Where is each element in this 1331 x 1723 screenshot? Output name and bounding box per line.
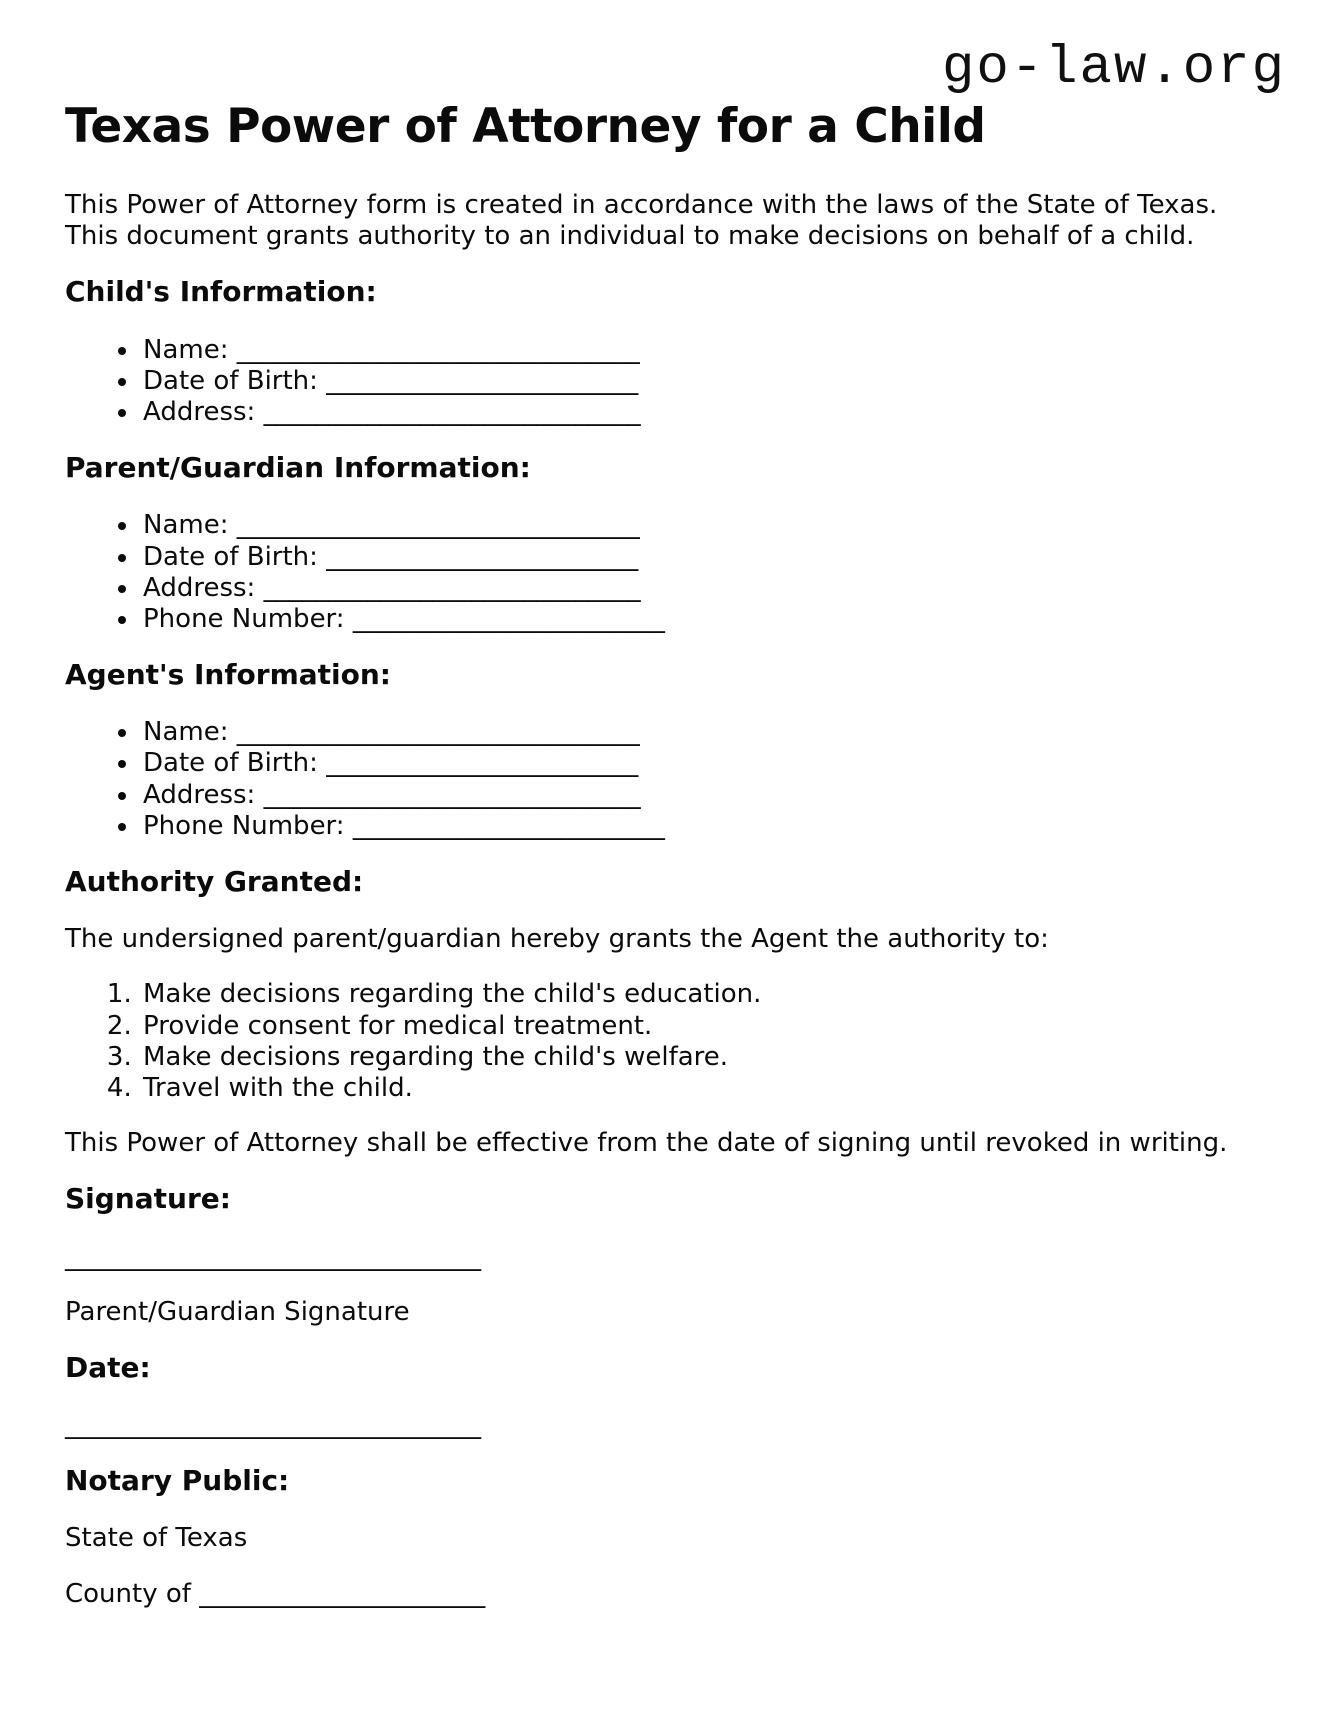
authority-intro: The undersigned parent/guardian hereby grants the Agent the authority to: <box>65 924 1049 955</box>
section-heading-agent-info: Agent's Information: <box>65 658 392 692</box>
field-agent-dob <box>140 748 1266 779</box>
field-child-name <box>140 335 1266 366</box>
field-parent-name <box>140 510 1266 541</box>
intro-line-2: This document grants authority to an individual to make decisions on behalf of a child. <box>65 221 1195 252</box>
intro-line-1: This Power of Attorney form is created in accordance with the laws of the State of Texas. <box>65 190 1218 221</box>
field-label: Date of Birth: <box>143 541 318 572</box>
field-label: Address: <box>143 572 256 603</box>
section-heading-child-info: Child's Information: <box>65 275 377 309</box>
signature-blank-line: ________________________________ <box>65 1241 481 1272</box>
blank-line: ________________________ <box>326 748 639 779</box>
notary-state: State of Texas <box>65 1523 248 1554</box>
effective-clause: This Power of Attorney shall be effective from the date of signing until revoked in writing. <box>65 1128 1228 1159</box>
field-parent-dob <box>140 542 1266 573</box>
date-section <box>65 1352 1266 1441</box>
field-child-address <box>140 397 1266 428</box>
section-heading-date: Date: <box>65 1350 151 1384</box>
authority-list <box>65 979 1266 1104</box>
date-blank-line: ________________________________ <box>65 1410 481 1441</box>
field-agent-phone <box>140 811 1266 842</box>
blank-line: ________________________ <box>352 810 665 841</box>
agent-info-section <box>65 659 1266 842</box>
authority-granted-section <box>65 866 1266 1159</box>
notary-section <box>65 1465 1266 1610</box>
blank-line: _______________________________ <box>236 510 640 541</box>
document-title: Texas Power of Attorney for a Child <box>65 99 986 154</box>
authority-item-education: 1. Make decisions regarding the child's education. <box>140 979 1266 1010</box>
blank-line: _______________________________ <box>236 717 640 748</box>
field-label: Date of Birth: <box>143 748 318 779</box>
field-label: Address: <box>143 779 256 810</box>
field-agent-name <box>140 717 1266 748</box>
field-label: Address: <box>143 396 256 427</box>
authority-item-travel: 4. Travel with the child. <box>140 1073 1266 1104</box>
field-label: Phone Number: <box>143 603 345 634</box>
section-heading-notary-public: Notary Public: <box>65 1464 290 1498</box>
notary-county <box>65 1579 1266 1610</box>
authority-item-welfare: 3. Make decisions regarding the child's welfare. <box>140 1042 1266 1073</box>
blank-line: _______________________________ <box>236 334 640 365</box>
county-blank-line: ______________________ <box>199 1578 486 1609</box>
blank-line: _____________________________ <box>263 572 641 603</box>
parent-info-list <box>65 510 1266 635</box>
field-label: Phone Number: <box>143 810 345 841</box>
agent-info-list <box>65 717 1266 842</box>
child-info-section <box>65 276 1266 428</box>
field-parent-phone <box>140 604 1266 635</box>
blank-line: _____________________________ <box>263 779 641 810</box>
blank-line: _____________________________ <box>263 396 641 427</box>
field-child-dob <box>140 366 1266 397</box>
section-heading-parent-info: Parent/Guardian Information: <box>65 451 531 485</box>
signature-section <box>65 1183 1266 1328</box>
authority-item-medical: 2. Provide consent for medical treatment. <box>140 1011 1266 1042</box>
blank-line: ________________________ <box>352 603 665 634</box>
section-heading-signature: Signature: <box>65 1182 231 1216</box>
field-label: Name: <box>143 717 229 748</box>
field-parent-address <box>140 573 1266 604</box>
intro-paragraph <box>65 190 1266 252</box>
blank-line: ________________________ <box>326 365 639 396</box>
parent-info-section <box>65 452 1266 635</box>
section-heading-authority-granted: Authority Granted: <box>65 865 364 899</box>
field-label: Name: <box>143 510 229 541</box>
site-logo: go-law.org <box>941 38 1286 99</box>
field-agent-address <box>140 780 1266 811</box>
blank-line: ________________________ <box>326 541 639 572</box>
field-label: Name: <box>143 334 229 365</box>
field-label: Date of Birth: <box>143 365 318 396</box>
signature-caption: Parent/Guardian Signature <box>65 1296 410 1327</box>
county-label: County of <box>65 1578 191 1609</box>
child-info-list <box>65 335 1266 429</box>
